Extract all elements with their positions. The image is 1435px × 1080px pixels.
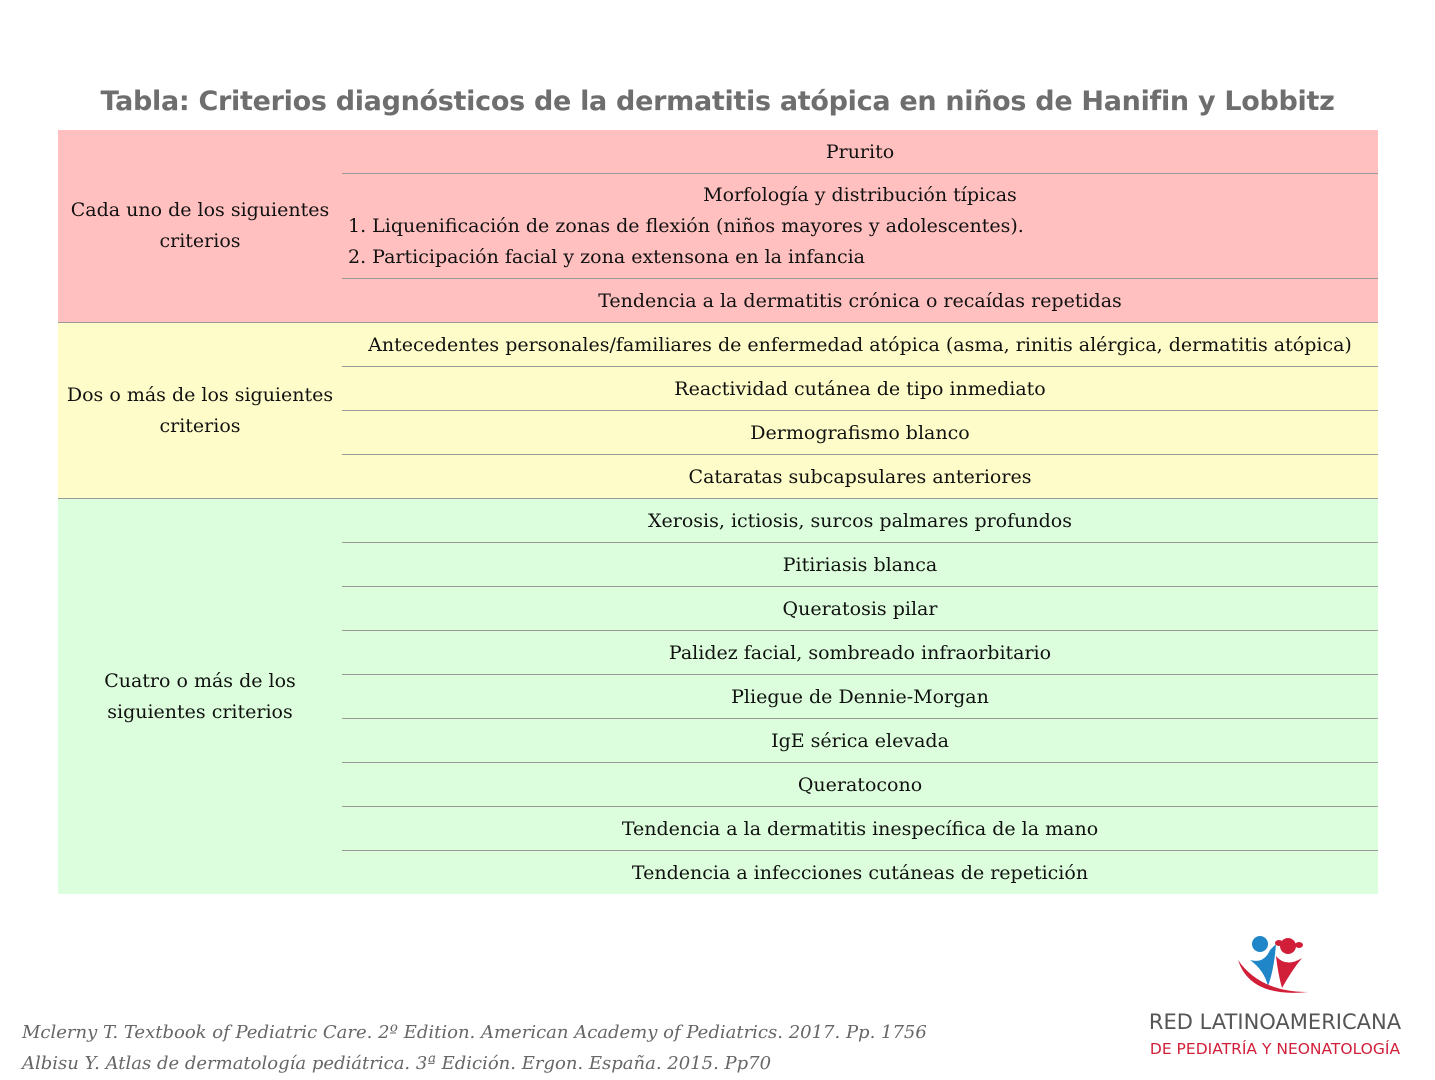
table-row: Cataratas subcapsulares anteriores xyxy=(688,465,1032,488)
group-label: Cada uno de los siguientes criterios xyxy=(70,199,330,252)
group-four-or-more xyxy=(58,499,1378,894)
group-label: Dos o más de los siguientes criterios xyxy=(66,383,334,437)
table-row: Tendencia a infecciones cutáneas de repetición xyxy=(631,861,1089,884)
group-label: Cuatro o más de los siguientes criterios xyxy=(104,669,296,723)
table-row: Pliegue de Dennie-Morgan xyxy=(342,675,1378,719)
table-row: Tendencia a la dermatitis inespecífica de la mano xyxy=(342,807,1378,851)
table-row: Reactividad cutánea de tipo inmediato xyxy=(342,367,1378,411)
table-row: IgE sérica elevada xyxy=(342,719,1378,763)
table-title: Tabla: Criterios diagnósticos de la dermatitis atópica en niños de Hanifin y Lobbitz xyxy=(100,86,1335,117)
table-row: Xerosis, ictiosis, surcos palmares profundos xyxy=(342,499,1378,543)
table-row: Dermografismo blanco xyxy=(342,411,1378,455)
table-row: Queratocono xyxy=(342,763,1378,807)
reference: Albisu Y. Atlas de dermatología pediátrica. 3ª Edición. Ergon. España. 2015. Pp70 xyxy=(22,1053,772,1074)
logo xyxy=(1130,930,1420,1058)
table-row: Queratosis pilar xyxy=(342,587,1378,631)
table-row: Pitiriasis blanca xyxy=(342,543,1378,587)
children-logo-icon xyxy=(1230,930,1320,1000)
table-row: Palidez facial, sombreado infraorbitario xyxy=(342,631,1378,675)
table-row: Antecedentes personales/familiares de enfermedad atópica (asma, rinitis alérgica, dermatitis atópica) xyxy=(342,323,1378,367)
references xyxy=(22,1017,927,1079)
group-major-criteria xyxy=(58,130,1378,323)
row-heading: Morfología y distribución típicas xyxy=(703,183,1017,206)
list-item: 2. Participación facial y zona extensona en la infancia xyxy=(348,245,865,268)
table-row xyxy=(342,174,1378,279)
reference: Mclerny T. Textbook of Pediatric Care. 2º Edition. American Academy of Pediatrics. 2017. Pp. 1756 xyxy=(22,1022,927,1043)
table-row: Tendencia a la dermatitis crónica o recaídas repetidas xyxy=(598,289,1122,312)
group-two-or-more xyxy=(58,323,1378,499)
logo-line-1: RED LATINOAMERICANA xyxy=(1148,1010,1402,1034)
logo-line-2: DE PEDIATRÍA Y NEONATOLOGÍA xyxy=(1149,1040,1401,1058)
criteria-table xyxy=(58,130,1378,894)
table-row: Prurito xyxy=(342,130,1378,174)
list-item: 1. Liquenificación de zonas de flexión (niños mayores y adolescentes). xyxy=(348,214,1024,237)
